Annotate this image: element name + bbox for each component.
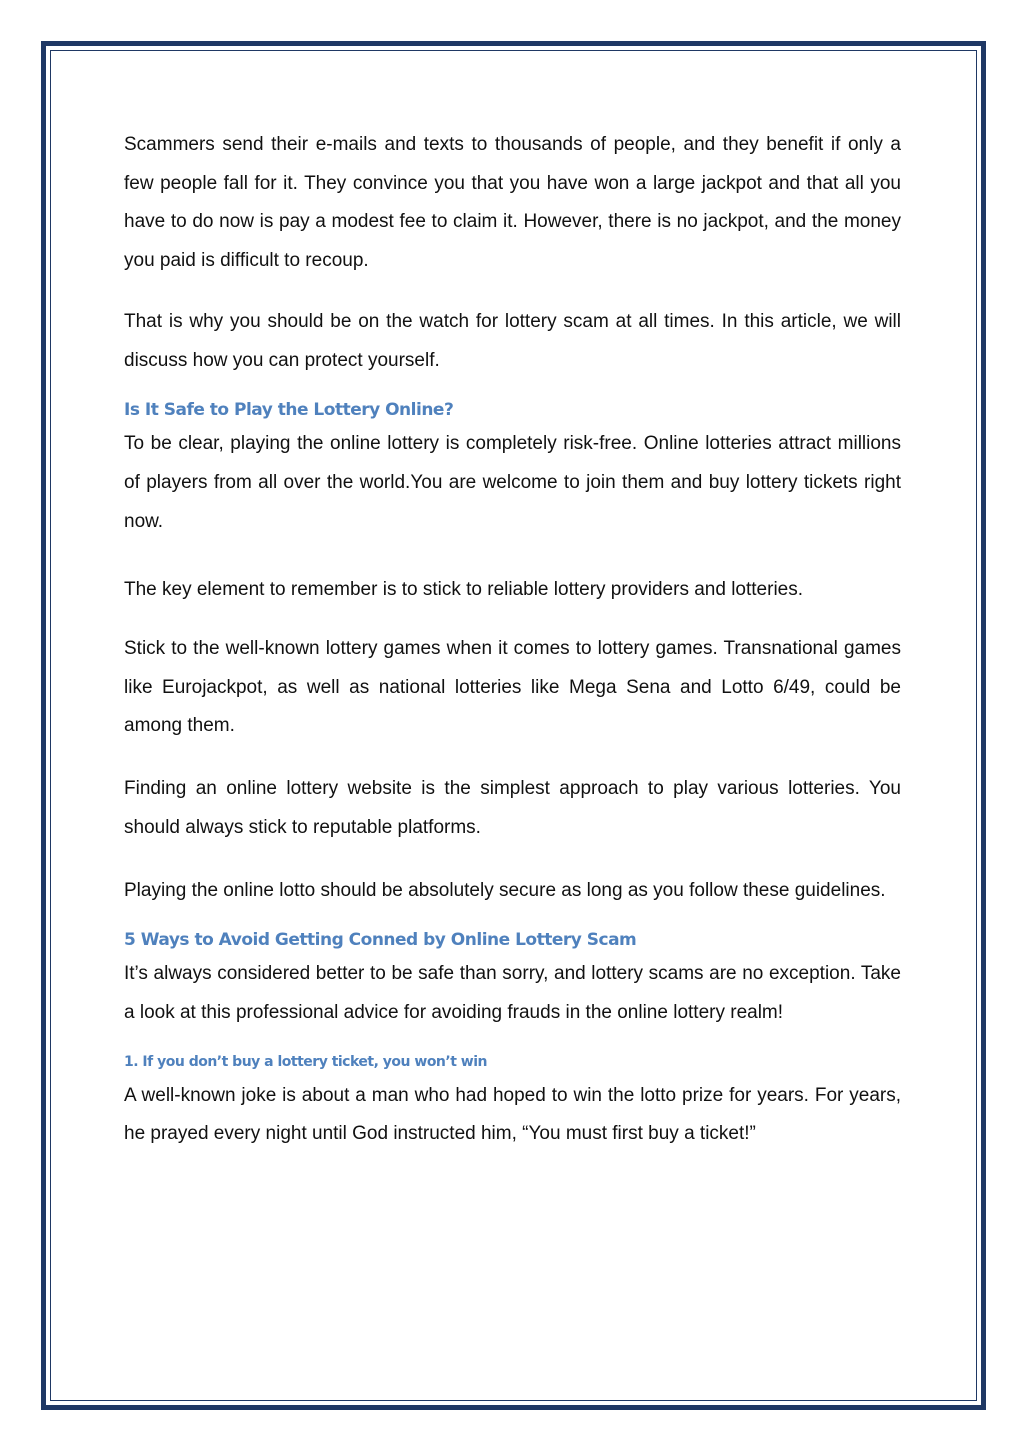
- guidelines-paragraph: Playing the online lotto should be absolutely secure as long as you follow these guidelines.: [124, 879, 886, 901]
- safe-than-sorry-paragraph: It’s always considered better to be safe than sorry, and lottery scams are no exception. Take a look at this professional advice for avoiding frauds in the online lottery realm!: [124, 963, 901, 1023]
- intro-paragraph: Scammers send their e-mails and texts to thousands of people, and they benefit if only a few people fall for it. They convince you that you have won a large jackpot and that all you have to do now is pay a modest fee to claim it. However, there is no jackpot, and the money you paid is difficult to recoup.: [124, 134, 901, 272]
- website-paragraph: Finding an online lottery website is the simplest approach to play various lotteries. You should always stick to reputable platforms.: [124, 778, 901, 838]
- document-body: [124, 126, 901, 1154]
- section-heading-safety: Is It Safe to Play the Lottery Online?: [124, 400, 454, 421]
- subheading-buy-ticket: 1. If you don’t buy a lottery ticket, you won’t win: [124, 1053, 487, 1070]
- section-heading-ways: 5 Ways to Avoid Getting Conned by Online Lottery Scam: [124, 930, 637, 951]
- purpose-paragraph: That is why you should be on the watch for lottery scam at all times. In this article, we will discuss how you can protect yourself.: [124, 310, 901, 371]
- safety-paragraph: To be clear, playing the online lottery is completely risk-free. Online lotteries attract millions of players from all over the world.You are welcome to join them and buy lottery tickets right now.: [124, 433, 901, 532]
- joke-paragraph: A well-known joke is about a man who had hoped to win the lotto prize for years. For years, he prayed every night until God instructed him, “You must first buy a ticket!”: [124, 1084, 901, 1145]
- well-known-games-paragraph: Stick to the well-known lottery games when it comes to lottery games. Transnational games like Eurojackpot, as well as national lotteries like Mega Sena and Lotto 6/49, could be among them.: [124, 638, 901, 737]
- key-element-paragraph: The key element to remember is to stick to reliable lottery providers and lotteries.: [124, 579, 804, 601]
